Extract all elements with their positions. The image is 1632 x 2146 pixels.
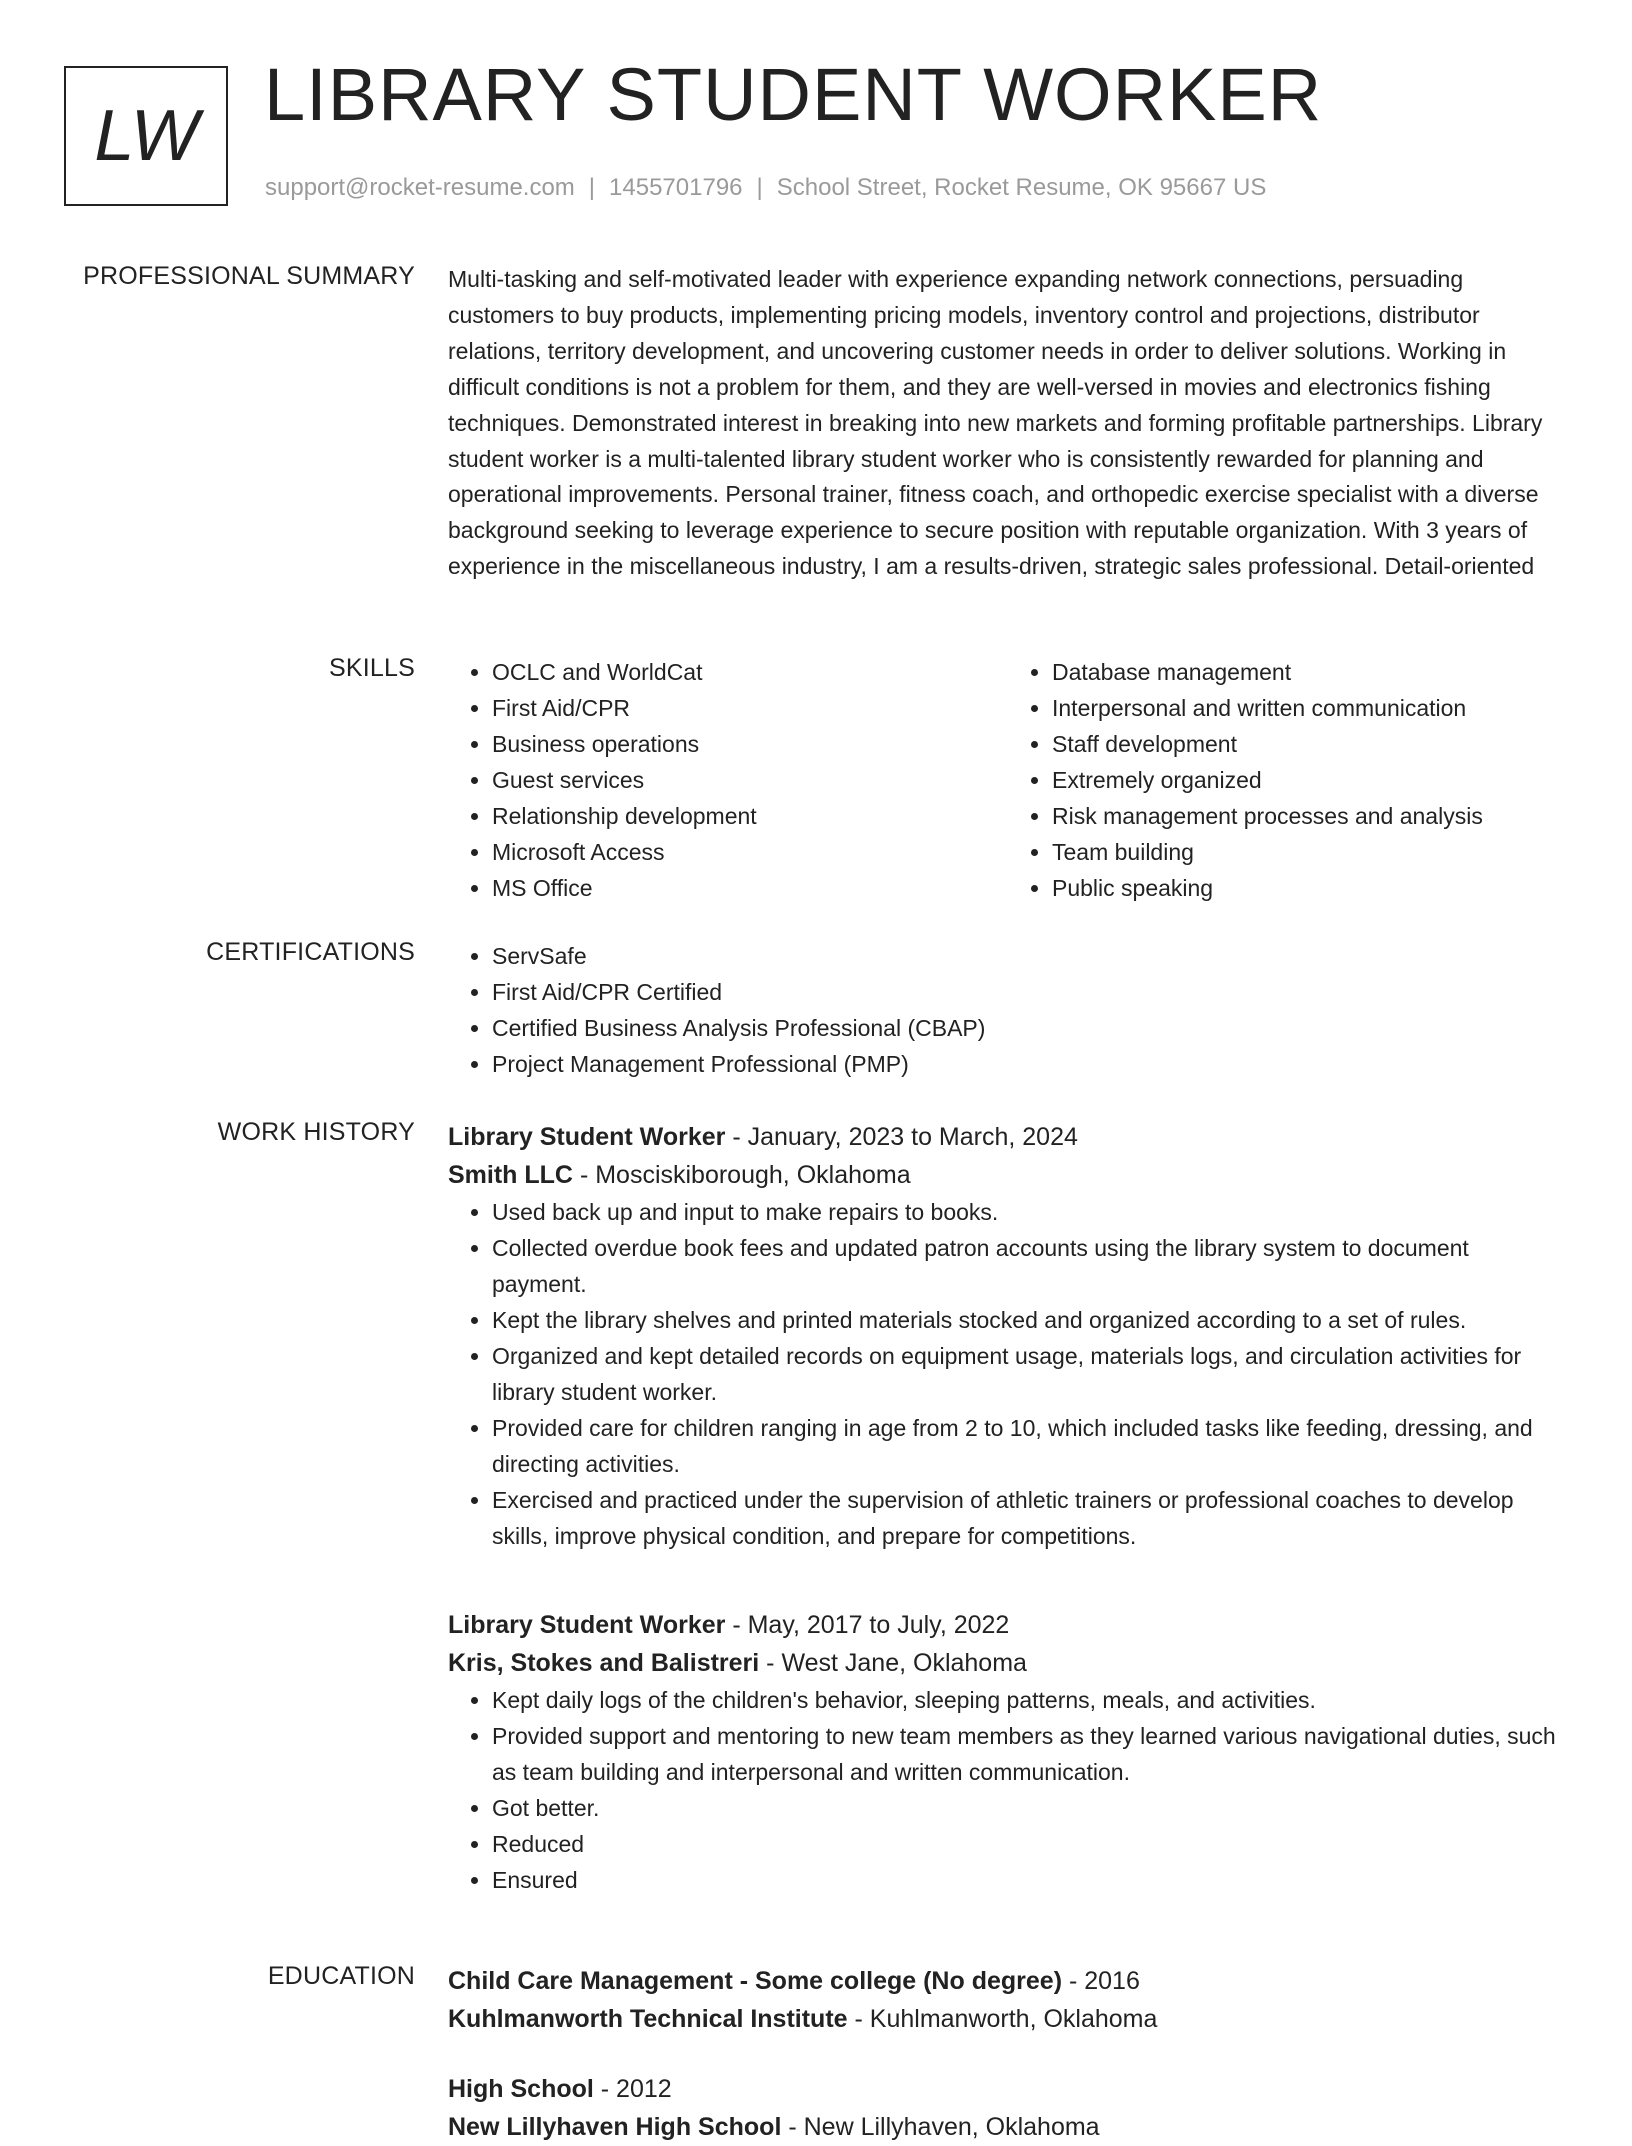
job-company-line	[448, 1156, 1568, 1194]
job-title: Library Student Worker	[448, 1123, 726, 1151]
job-bullet: • Collected overdue book fees and updated patron accounts using the library system to document payment.	[492, 1230, 1568, 1302]
job-entry	[448, 1606, 1568, 1898]
skill-item: • Business operations	[492, 726, 1008, 762]
job-company: Kris, Stokes and Balistreri	[448, 1649, 760, 1677]
education-location: - Kuhlmanworth, Oklahoma	[847, 2005, 1158, 2033]
education-entry	[448, 2070, 1568, 2146]
job-dates: - January, 2023 to March, 2024	[725, 1123, 1078, 1151]
job-bullet: • Organized and kept detailed records on equipment usage, materials logs, and circulation activities for library student worker.	[492, 1338, 1568, 1410]
contact-separator: |	[588, 174, 596, 201]
skill-item: • Microsoft Access	[492, 834, 1008, 870]
skills-body	[448, 654, 1568, 906]
contact-separator: |	[756, 174, 763, 201]
job-bullets	[448, 1682, 1568, 1898]
skill-item: • Staff development	[1052, 726, 1568, 762]
certifications-list	[448, 938, 1568, 1082]
skill-item: • Relationship development	[492, 798, 1008, 834]
resume-name: LIBRARY STUDENT WORKER	[264, 53, 1323, 136]
contact-email[interactable]: support@rocket-resume.com	[265, 174, 575, 201]
section-label-education: EDUCATION	[267, 1962, 415, 1990]
skill-item: • Public speaking	[1052, 870, 1568, 906]
education-entry	[448, 1962, 1568, 2038]
section-label-skills: SKILLS	[329, 654, 415, 682]
job-title-line	[448, 1118, 1568, 1156]
job-title-line	[448, 1606, 1568, 1644]
education-school: New Lillyhaven High School	[448, 2113, 782, 2141]
certification-item: • ServSafe	[492, 938, 1568, 974]
section-label-summary: PROFESSIONAL SUMMARY	[83, 262, 415, 290]
education-school-line	[448, 2000, 1568, 2038]
job-bullet: • Reduced	[492, 1826, 1568, 1862]
skill-item: • Risk management processes and analysis	[1052, 798, 1568, 834]
job-bullet: • Kept daily logs of the children's behavior, sleeping patterns, meals, and activities.	[492, 1682, 1568, 1718]
job-location: - West Jane, Oklahoma	[759, 1649, 1027, 1677]
certification-item: • Project Management Professional (PMP)	[492, 1046, 1568, 1082]
skill-item: • Interpersonal and written communication	[1052, 690, 1568, 726]
job-bullet: • Used back up and input to make repairs to books.	[492, 1194, 1568, 1230]
education-degree: Child Care Management - Some college (No degree)	[448, 1967, 1063, 1995]
contact-address: School Street, Rocket Resume, OK 95667 US	[776, 174, 1267, 201]
education-location: - New Lillyhaven, Oklahoma	[781, 2113, 1100, 2141]
skill-item: • Database management	[1052, 654, 1568, 690]
job-bullet: • Provided care for children ranging in age from 2 to 10, which included tasks like feeding, dressing, and directing activities.	[492, 1410, 1568, 1482]
certifications-body	[448, 938, 1568, 1082]
education-degree-line	[448, 2070, 1568, 2108]
job-bullet: • Got better.	[492, 1790, 1568, 1826]
job-bullets	[448, 1194, 1568, 1554]
education-year: - 2016	[1062, 1967, 1140, 1995]
job-bullet: • Ensured	[492, 1862, 1568, 1898]
skills-list-left	[448, 654, 1008, 906]
monogram-initials: LW	[94, 96, 198, 176]
skill-item: • Guest services	[492, 762, 1008, 798]
contact-line	[265, 174, 1266, 202]
education-degree: High School	[448, 2075, 594, 2103]
education-school: Kuhlmanworth Technical Institute	[448, 2005, 848, 2033]
certification-item: • Certified Business Analysis Professional (CBAP)	[492, 1010, 1568, 1046]
job-company-line	[448, 1644, 1568, 1682]
skills-list-right	[1008, 654, 1568, 906]
certification-item: • First Aid/CPR Certified	[492, 974, 1568, 1010]
skill-item: • First Aid/CPR	[492, 690, 1008, 726]
contact-phone[interactable]: 1455701796	[609, 174, 743, 201]
skill-item: • Team building	[1052, 834, 1568, 870]
education-year: - 2012	[593, 2075, 672, 2103]
skill-item: • OCLC and WorldCat	[492, 654, 1008, 690]
education-degree-line	[448, 1962, 1568, 2000]
section-label-certifications: CERTIFICATIONS	[206, 938, 415, 966]
summary-text: Multi-tasking and self-motivated leader with experience expanding network connections, persuading customers to buy products, implementing pricing models, inventory control and projections, distributor relations, territory development, and uncovering customer needs in order to deliver solutions. Working in difficult conditions is not a problem for them, and they are well-versed in movies and electronics fishing techniques. Demonstrated interest in breaking into new markets and forming profitable partnerships. Library student worker is a multi-talented library student worker who is consistently rewarded for planning and operational improvements. Personal trainer, fitness coach, and orthopedic exercise specialist with a diverse background seeking to leverage experience to secure position with reputable organization. With 3 years of experience in the miscellaneous industry, I am a results-driven, strategic sales professional. Detail-oriented	[448, 266, 1543, 580]
job-dates: - May, 2017 to July, 2022	[725, 1611, 1010, 1639]
section-label-work-history: WORK HISTORY	[217, 1118, 415, 1146]
skill-item: • MS Office	[492, 870, 1008, 906]
summary-body	[448, 262, 1568, 585]
monogram-badge	[64, 66, 228, 206]
education-school-line	[448, 2108, 1568, 2146]
job-bullet: • Provided support and mentoring to new team members as they learned various navigational duties, such as team building and interpersonal and written communication.	[492, 1718, 1568, 1790]
job-bullet: • Exercised and practiced under the supervision of athletic trainers or professional coaches to develop skills, improve physical condition, and prepare for competitions.	[492, 1482, 1568, 1554]
skill-item: • Extremely organized	[1052, 762, 1568, 798]
job-bullet: • Kept the library shelves and printed materials stocked and organized according to a set of rules.	[492, 1302, 1568, 1338]
job-title: Library Student Worker	[448, 1611, 726, 1639]
job-entry	[448, 1118, 1568, 1554]
job-company: Smith LLC	[448, 1161, 573, 1189]
job-location: - Mosciskiborough, Oklahoma	[573, 1161, 911, 1189]
